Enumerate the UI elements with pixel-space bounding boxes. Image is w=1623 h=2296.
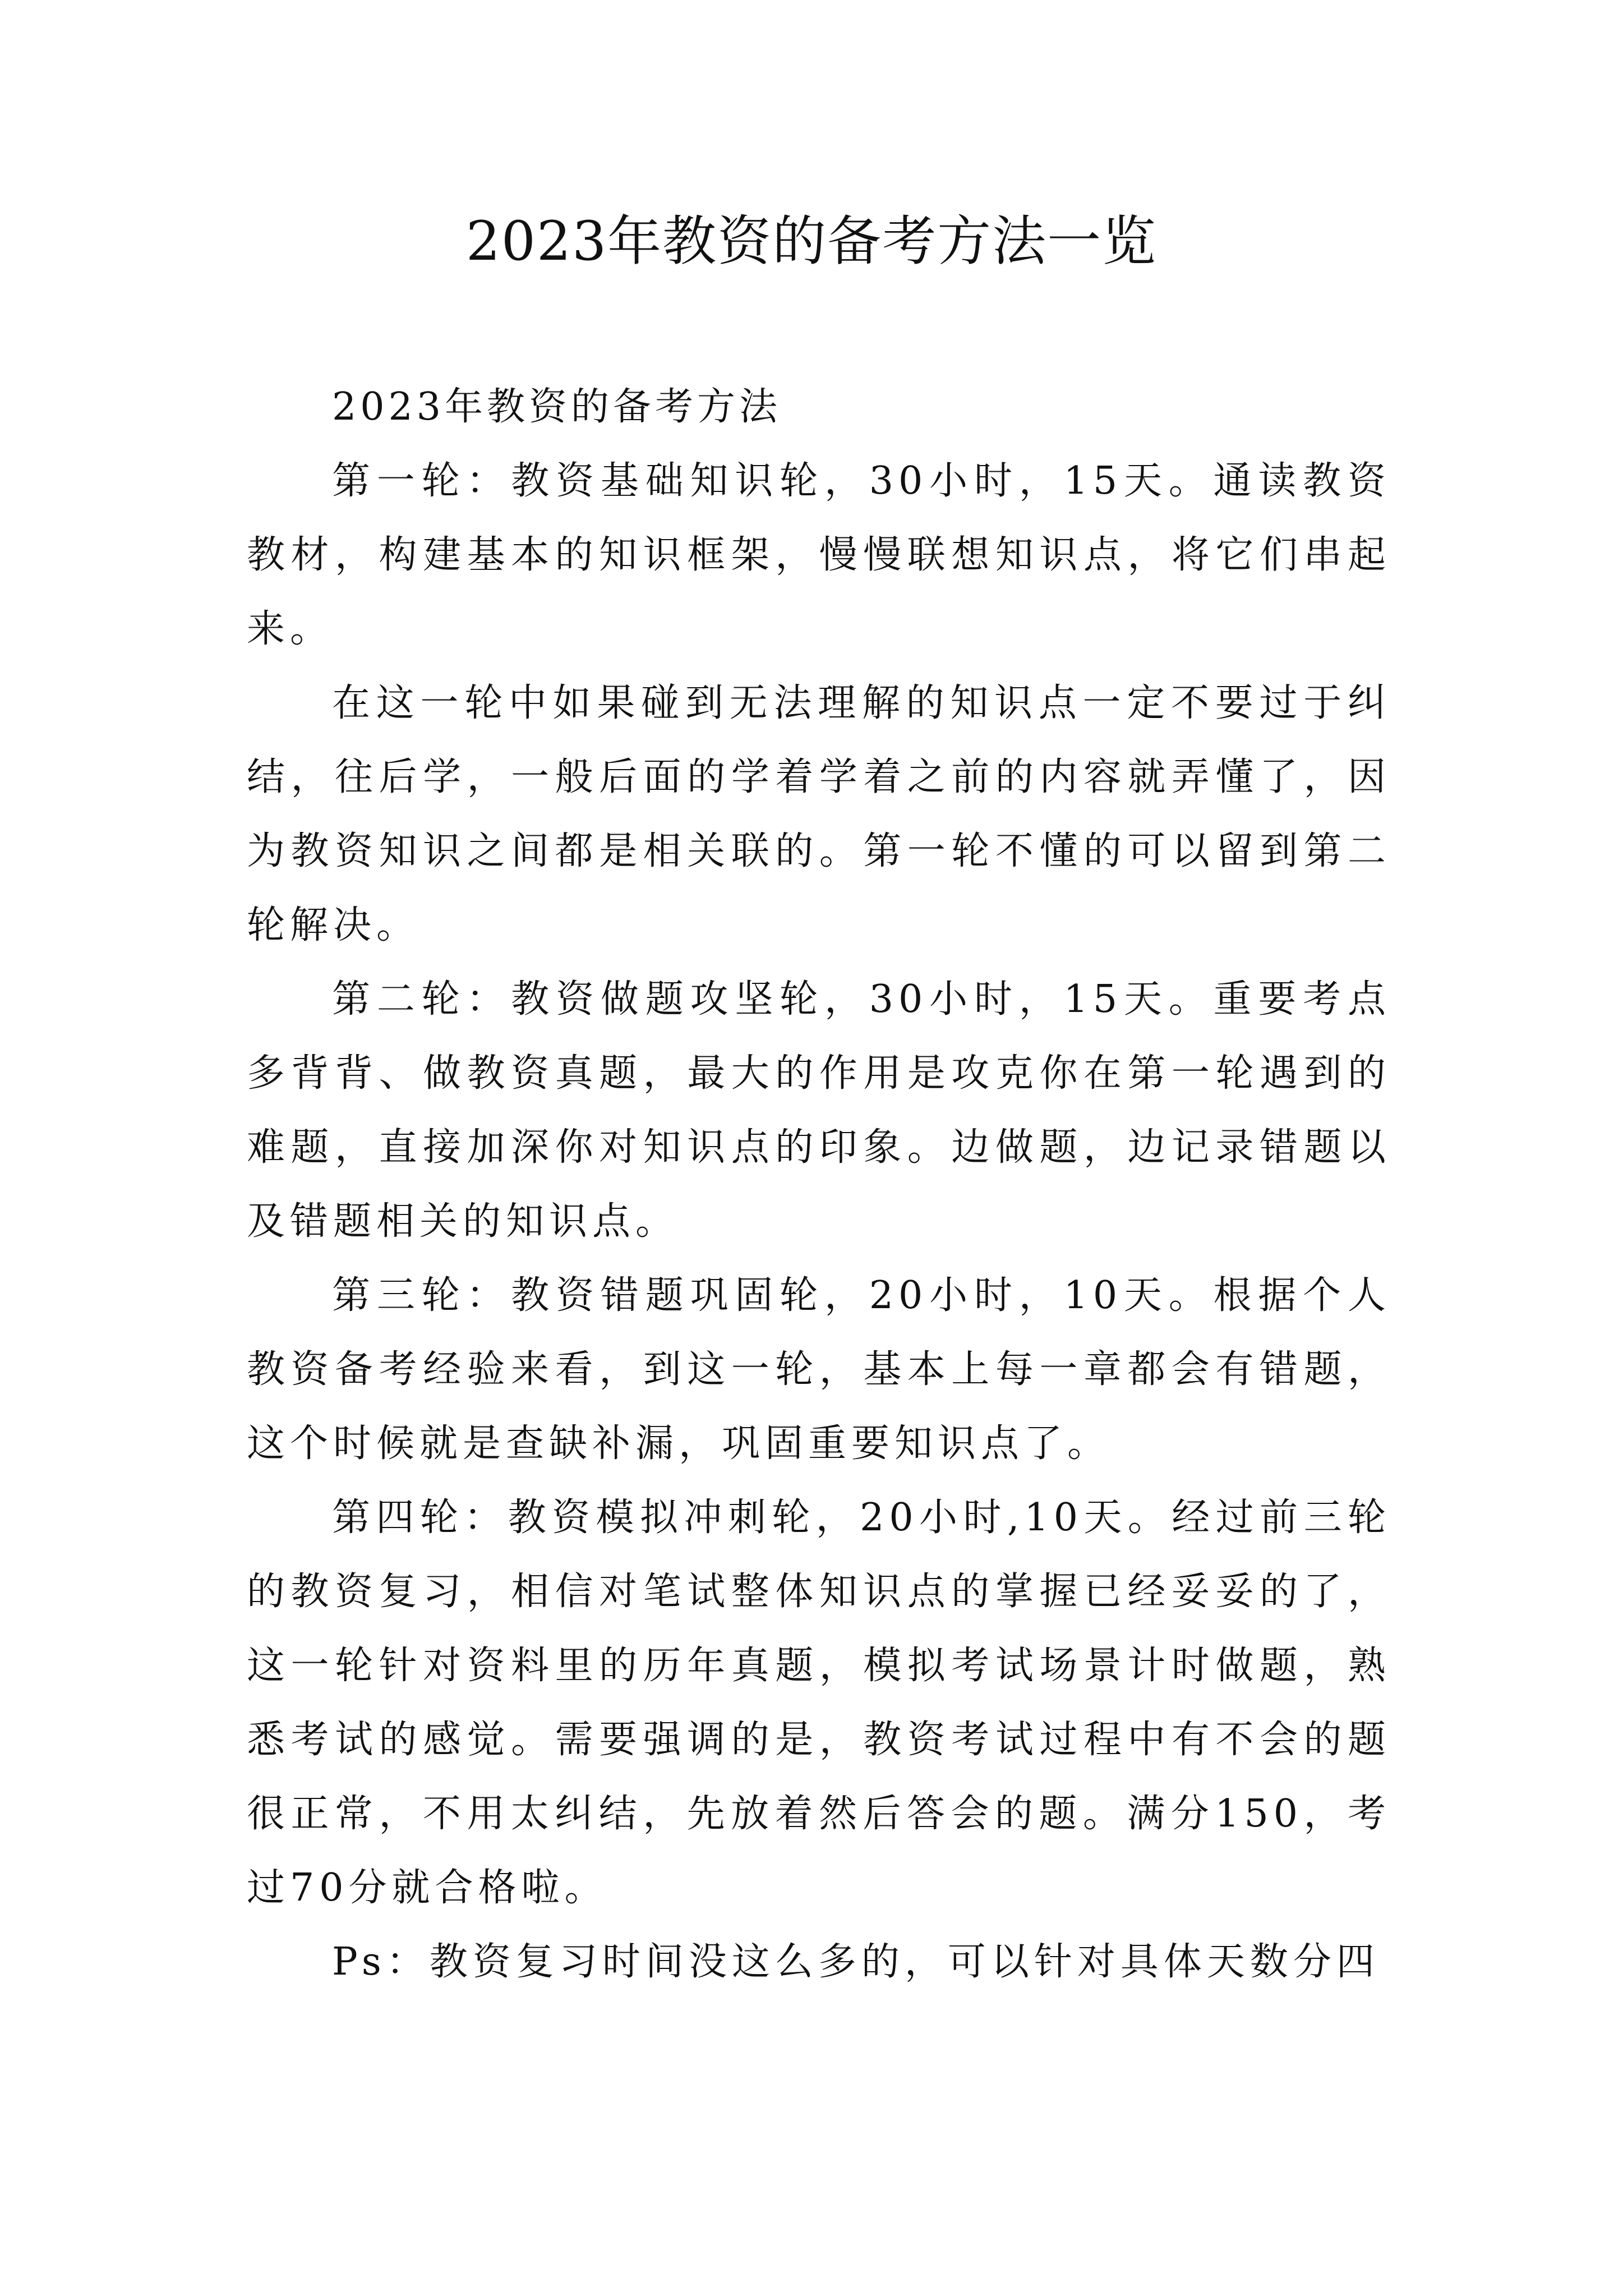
document-title: 2023年教资的备考方法一览: [465, 210, 1158, 273]
paragraph-round-two: 第二轮：教资做题攻坚轮，30小时，15天。重要考点多背背、做教资真题，最大的作用是攻克你在第一轮遇到的难题，直接加深你对知识点的印象。边做题，边记录错题以及错题相关的知识点。: [247, 977, 1391, 1244]
document-body: [247, 370, 1391, 1999]
paragraph-round-three: 第三轮：教资错题巩固轮，20小时，10天。根据个人教资备考经验来看，到这一轮，基本上每一章都会有错题，这个时候就是查缺补漏，巩固重要知识点了。: [247, 1273, 1391, 1466]
paragraph-round-one: 第一轮：教资基础知识轮，30小时，15天。通读教资教材，构建基本的知识框架，慢慢联想知识点，将它们串起来。: [247, 459, 1391, 651]
section-heading: 2023年教资的备考方法: [332, 385, 782, 429]
paragraph-round-four: 第四轮：教资模拟冲刺轮，20小时,10天。经过前三轮的教资复习，相信对笔试整体知识点的掌握已经妥妥的了，这一轮针对资料里的历年真题，模拟考试场景计时做题，熟悉考试的感觉。需要强调的是，教资考试过程中有不会的题很正常，不用太纠结，先放着然后答会的题。满分150，考过70分就合格啦。: [247, 1496, 1391, 1910]
paragraph-round-one-note: 在这一轮中如果碰到无法理解的知识点一定不要过于纠结，往后学，一般后面的学着学着之前的内容就弄懂了，因为教资知识之间都是相关联的。第一轮不懂的可以留到第二轮解决。: [247, 681, 1391, 947]
paragraph-ps-note: Ps：教资复习时间没这么多的，可以针对具体天数分四: [332, 1940, 1380, 1984]
